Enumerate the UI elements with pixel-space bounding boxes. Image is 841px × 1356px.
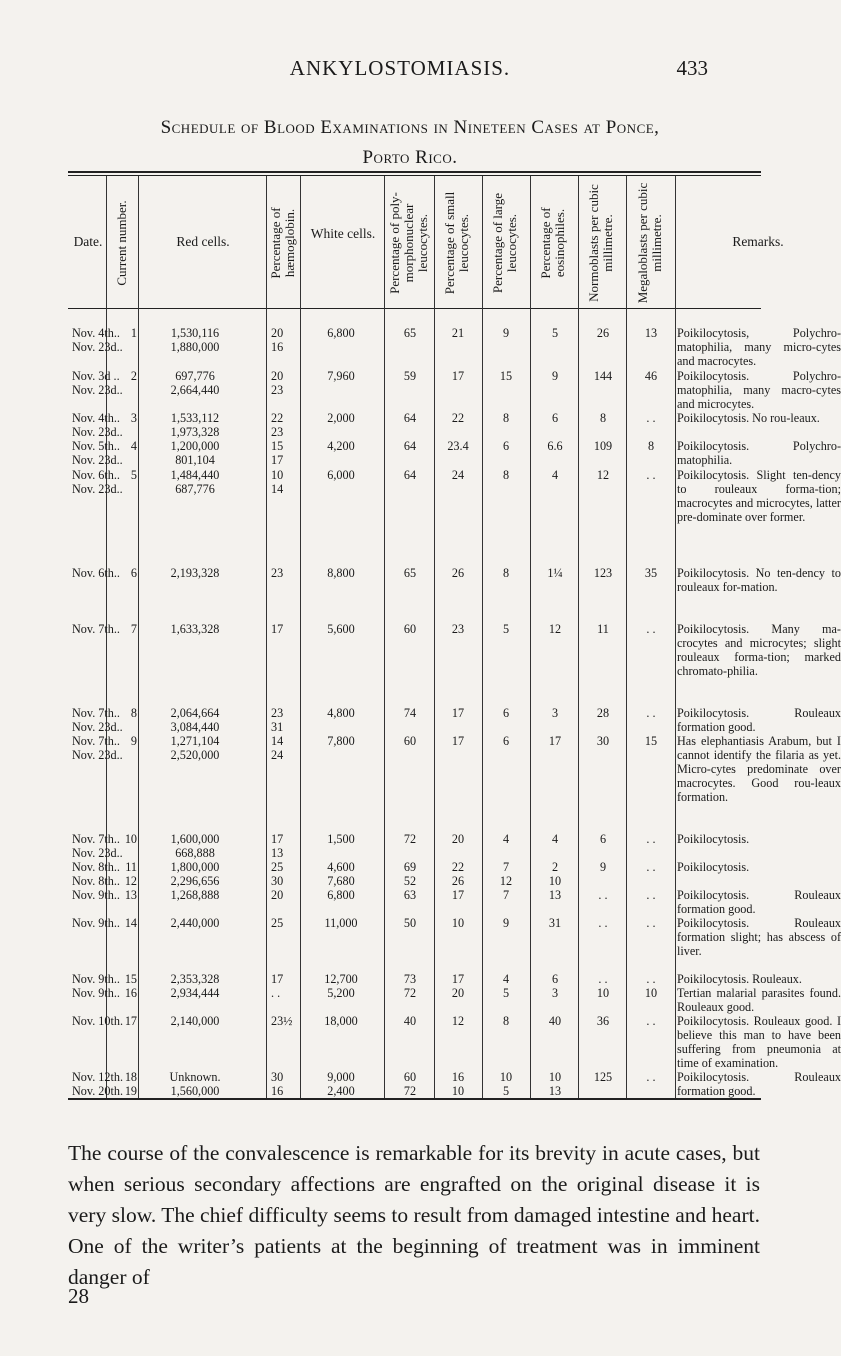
row-small-leucocytes: 26	[451, 874, 465, 888]
row-normoblasts: 10	[596, 986, 610, 1000]
header-red-cells: Red cells.	[176, 234, 230, 249]
row-megaloblasts: 8	[647, 439, 655, 453]
row-red-cells: 1,880,000	[170, 340, 220, 354]
row-haemoglobin: 23	[271, 706, 284, 720]
row-large-leucocytes: 8	[502, 1014, 510, 1028]
row-polymorphonuclear: 72	[403, 986, 417, 1000]
row-white-cells: 1,500	[327, 832, 355, 846]
row-white-cells: 11,000	[324, 916, 358, 930]
row-date: Nov. 23d..	[72, 482, 123, 496]
row-haemoglobin: 17	[271, 832, 284, 846]
row-normoblasts: 144	[593, 369, 613, 383]
table-top-rule	[68, 171, 761, 173]
remark-text: Poikilocytosis. Rouleaux formation good.	[677, 888, 841, 916]
row-red-cells: 2,520,000	[170, 748, 220, 762]
row-small-leucocytes: 10	[451, 916, 465, 930]
row-date: Nov. 4th..	[72, 411, 120, 425]
row-haemoglobin: 23	[271, 425, 284, 439]
remark-text: Poikilocytosis. No rou-leaux.	[677, 411, 820, 425]
row-large-leucocytes: 6	[502, 439, 510, 453]
row-date: Nov. 6th..	[72, 468, 120, 482]
row-eosinophiles: 3	[551, 706, 559, 720]
row-normoblasts: 11	[597, 622, 609, 636]
row-small-leucocytes: 26	[451, 566, 465, 580]
row-small-leucocytes: 17	[451, 888, 465, 902]
row-large-leucocytes: 9	[502, 326, 510, 340]
row-megaloblasts: 10	[644, 986, 658, 1000]
body-paragraph: The course of the convalescence is remarkable for its brevity in acute cases, but when serious secondary affections are engrafted on the original disease it is very slow. The chief difficulty seems to result from damaged intestine and heart. One of the writer’s patients at the beginning of treatment was in imminent danger of	[68, 1141, 760, 1289]
row-current-number: 9	[130, 734, 137, 748]
row-polymorphonuclear: 74	[403, 706, 417, 720]
header-eosinophiles: Percentage of eosinophiles.	[538, 207, 567, 279]
row-date: Nov. 9th..	[72, 986, 120, 1000]
row-normoblasts: 8	[599, 411, 607, 425]
column-divider	[138, 176, 139, 1098]
row-haemoglobin: 30	[271, 874, 284, 888]
column-divider	[482, 176, 483, 1098]
row-haemoglobin: 17	[271, 972, 284, 986]
row-current-number: 1	[130, 326, 137, 340]
row-megaloblasts: . .	[646, 1014, 656, 1028]
header-normoblasts: Normoblasts per cubic millimetre.	[586, 184, 615, 302]
row-white-cells: 7,800	[327, 734, 355, 748]
row-normoblasts: 9	[599, 860, 607, 874]
row-normoblasts: 36	[596, 1014, 610, 1028]
column-divider	[675, 176, 676, 1098]
header-haemoglobin: Percentage of hæmoglobin.	[268, 207, 297, 279]
row-large-leucocytes: 7	[502, 860, 510, 874]
row-red-cells: 1,800,000	[170, 860, 220, 874]
row-red-cells: Unknown.	[169, 1070, 221, 1084]
row-large-leucocytes: 9	[502, 916, 510, 930]
row-eosinophiles: 3	[551, 986, 559, 1000]
row-normoblasts: . .	[598, 916, 608, 930]
row-large-leucocytes: 5	[502, 1084, 510, 1098]
row-large-leucocytes: 6	[502, 734, 510, 748]
row-eosinophiles: 1¼	[547, 566, 563, 580]
header-current-number: Current number.	[114, 200, 129, 286]
row-normoblasts: 12	[596, 468, 610, 482]
remark-text: Poikilocytosis. Many ma-crocytes and microcytes; slight rouleaux forma-tion; marked chromato-philia.	[677, 622, 841, 678]
row-date: Nov. 7th..	[72, 832, 120, 846]
row-megaloblasts: . .	[646, 888, 656, 902]
row-red-cells: 1,484,440	[170, 468, 220, 482]
row-red-cells: 2,296,656	[170, 874, 220, 888]
header-polymorphonuclear: Percentage of poly-morphonuclear leucocytes.	[387, 192, 430, 294]
row-current-number: 15	[124, 972, 137, 986]
row-white-cells: 7,960	[327, 369, 355, 383]
row-large-leucocytes: 5	[502, 986, 510, 1000]
row-small-leucocytes: 16	[451, 1070, 465, 1084]
remark-text: Poikilocytosis. Rouleaux formation good.	[677, 1070, 841, 1098]
row-current-number: 10	[124, 832, 137, 846]
row-white-cells: 7,680	[327, 874, 355, 888]
row-date: Nov. 4th..	[72, 326, 120, 340]
row-normoblasts: . .	[598, 888, 608, 902]
row-haemoglobin: 20	[271, 888, 284, 902]
row-small-leucocytes: 24	[451, 468, 465, 482]
row-white-cells: 18,000	[324, 1014, 358, 1028]
row-date: Nov. 23d..	[72, 453, 123, 467]
row-haemoglobin: 14	[271, 482, 284, 496]
remark-text: Poikilocytosis. Rouleaux good. I believe this man to have been suffering from pneumonia at time of examination.	[677, 1014, 841, 1070]
row-haemoglobin: 24	[271, 748, 284, 762]
row-current-number: 17	[124, 1014, 137, 1028]
remark-text: Poikilocytosis. Rouleaux formation good.	[677, 706, 841, 734]
row-small-leucocytes: 17	[451, 369, 465, 383]
table-heading	[60, 113, 760, 173]
row-eosinophiles: 12	[548, 622, 562, 636]
remark-text: Poikilocytosis.	[677, 832, 750, 846]
row-red-cells: 2,440,000	[170, 916, 220, 930]
row-polymorphonuclear: 72	[403, 832, 417, 846]
row-polymorphonuclear: 60	[403, 1070, 417, 1084]
row-current-number: 6	[130, 566, 137, 580]
row-polymorphonuclear: 59	[403, 369, 417, 383]
row-small-leucocytes: 17	[451, 706, 465, 720]
row-haemoglobin: 23½	[271, 1014, 293, 1028]
row-eosinophiles: 13	[548, 888, 562, 902]
row-large-leucocytes: 15	[499, 369, 513, 383]
row-normoblasts: . .	[598, 972, 608, 986]
row-haemoglobin: 13	[271, 846, 284, 860]
remark-text: Tertian malarial parasites found. Rouleaux good.	[677, 986, 841, 1014]
row-polymorphonuclear: 63	[403, 888, 417, 902]
row-haemoglobin: . .	[271, 986, 281, 1000]
row-white-cells: 8,800	[327, 566, 355, 580]
row-megaloblasts: . .	[646, 411, 656, 425]
remark-text: Poikilocytosis. No ten-dency to rouleaux for-mation.	[677, 566, 841, 594]
row-large-leucocytes: 8	[502, 566, 510, 580]
row-eosinophiles: 5	[551, 326, 559, 340]
row-white-cells: 6,800	[327, 888, 355, 902]
row-polymorphonuclear: 69	[403, 860, 417, 874]
row-haemoglobin: 23	[271, 383, 284, 397]
row-current-number: 16	[124, 986, 137, 1000]
row-current-number: 11	[125, 860, 137, 874]
row-small-leucocytes: 23.4	[447, 439, 469, 453]
row-white-cells: 4,800	[327, 706, 355, 720]
column-divider	[266, 176, 267, 1098]
row-current-number: 4	[130, 439, 137, 453]
row-haemoglobin: 10	[271, 468, 284, 482]
row-date: Nov. 7th..	[72, 734, 120, 748]
row-white-cells: 4,200	[327, 439, 355, 453]
row-eosinophiles: 2	[551, 860, 559, 874]
row-red-cells: 1,600,000	[170, 832, 220, 846]
row-large-leucocytes: 4	[502, 832, 510, 846]
row-red-cells: 801,104	[175, 453, 215, 467]
row-white-cells: 2,000	[327, 411, 355, 425]
row-date: Nov. 10th.	[72, 1014, 124, 1028]
row-normoblasts: 26	[596, 326, 610, 340]
row-megaloblasts: . .	[646, 1070, 656, 1084]
column-divider	[626, 176, 627, 1098]
row-white-cells: 2,400	[327, 1084, 355, 1098]
row-eosinophiles: 40	[548, 1014, 562, 1028]
row-haemoglobin: 16	[271, 340, 284, 354]
row-date: Nov. 5th..	[72, 439, 120, 453]
row-polymorphonuclear: 60	[403, 734, 417, 748]
row-red-cells: 2,934,444	[170, 986, 220, 1000]
row-white-cells: 12,700	[324, 972, 358, 986]
row-haemoglobin: 14	[271, 734, 284, 748]
row-red-cells: 668,888	[175, 846, 215, 860]
row-megaloblasts: 46	[644, 369, 658, 383]
row-date: Nov. 3d ..	[72, 369, 120, 383]
row-red-cells: 2,664,440	[170, 383, 220, 397]
column-divider	[434, 176, 435, 1098]
row-current-number: 18	[124, 1070, 137, 1084]
row-megaloblasts: 13	[644, 326, 658, 340]
row-normoblasts: 109	[593, 439, 613, 453]
row-eosinophiles: 10	[548, 1070, 562, 1084]
column-divider	[384, 176, 385, 1098]
row-polymorphonuclear: 73	[403, 972, 417, 986]
remark-text: Poikilocytosis. Polychro-matophilia.	[677, 439, 841, 467]
row-red-cells: 2,140,000	[170, 1014, 220, 1028]
header-large-leucocytes: Percentage of large leucocytes.	[490, 192, 519, 294]
row-haemoglobin: 16	[271, 1084, 284, 1098]
row-current-number: 5	[130, 468, 137, 482]
row-polymorphonuclear: 65	[403, 566, 417, 580]
row-date: Nov. 6th..	[72, 566, 120, 580]
column-divider	[530, 176, 531, 1098]
row-large-leucocytes: 8	[502, 468, 510, 482]
row-current-number: 12	[124, 874, 137, 888]
row-eosinophiles: 4	[551, 832, 559, 846]
row-red-cells: 2,193,328	[170, 566, 220, 580]
row-date: Nov. 23d..	[72, 340, 123, 354]
row-megaloblasts: . .	[646, 860, 656, 874]
running-title: ANKYLOSTOMIASIS.	[289, 56, 511, 80]
row-eosinophiles: 9	[551, 369, 559, 383]
row-megaloblasts: . .	[646, 916, 656, 930]
row-small-leucocytes: 10	[451, 1084, 465, 1098]
row-polymorphonuclear: 40	[403, 1014, 417, 1028]
row-polymorphonuclear: 64	[403, 411, 417, 425]
row-normoblasts: 123	[593, 566, 613, 580]
row-eosinophiles: 31	[548, 916, 562, 930]
row-date: Nov. 7th..	[72, 622, 120, 636]
header-remarks: Remarks.	[732, 234, 784, 249]
remark-text: Poikilocytosis.	[677, 860, 750, 874]
row-normoblasts: 30	[596, 734, 610, 748]
row-white-cells: 4,600	[327, 860, 355, 874]
row-polymorphonuclear: 52	[403, 874, 417, 888]
row-eosinophiles: 6	[551, 972, 559, 986]
row-white-cells: 5,200	[327, 986, 355, 1000]
column-divider	[300, 176, 301, 1098]
table-header-rule	[68, 308, 761, 309]
row-white-cells: 6,000	[327, 468, 355, 482]
row-eosinophiles: 17	[548, 734, 562, 748]
row-large-leucocytes: 7	[502, 888, 510, 902]
row-haemoglobin: 17	[271, 453, 284, 467]
row-large-leucocytes: 6	[502, 706, 510, 720]
header-small-leucocytes: Percentage of small leucocytes.	[442, 191, 471, 295]
row-haemoglobin: 20	[271, 369, 284, 383]
remark-text: Poikilocytosis. Slight ten-dency to rouleaux forma-tion; macrocytes and microcytes, latter pre-dominate over former.	[677, 468, 841, 524]
row-normoblasts: 28	[596, 706, 610, 720]
table-top-rule-inner	[68, 175, 761, 176]
running-head	[0, 56, 800, 86]
row-small-leucocytes: 17	[451, 734, 465, 748]
row-polymorphonuclear: 65	[403, 326, 417, 340]
row-megaloblasts: . .	[646, 972, 656, 986]
row-normoblasts: 125	[593, 1070, 613, 1084]
row-polymorphonuclear: 64	[403, 439, 417, 453]
remark-text: Poikilocytosis, Polychro-matophilia, many micro-cytes and macrocytes.	[677, 326, 841, 368]
row-large-leucocytes: 8	[502, 411, 510, 425]
row-small-leucocytes: 21	[451, 326, 465, 340]
row-megaloblasts: . .	[646, 832, 656, 846]
row-white-cells: 5,600	[327, 622, 355, 636]
row-small-leucocytes: 22	[451, 860, 465, 874]
row-red-cells: 3,084,440	[170, 720, 220, 734]
table-heading-line-1: Schedule of Blood Examinations in Nineteen Cases at Ponce,	[160, 117, 660, 138]
row-current-number: 8	[130, 706, 137, 720]
row-polymorphonuclear: 50	[403, 916, 417, 930]
row-haemoglobin: 20	[271, 326, 284, 340]
row-date: Nov. 7th..	[72, 706, 120, 720]
row-date: Nov. 12th.	[72, 1070, 124, 1084]
row-haemoglobin: 31	[271, 720, 284, 734]
row-eosinophiles: 10	[548, 874, 562, 888]
row-normoblasts: 6	[599, 832, 607, 846]
header-date: Date.	[73, 234, 103, 249]
table-heading-line-2: Porto Rico.	[362, 147, 458, 168]
row-haemoglobin: 15	[271, 439, 284, 453]
row-date: Nov. 9th..	[72, 888, 120, 902]
row-megaloblasts: . .	[646, 468, 656, 482]
row-large-leucocytes: 4	[502, 972, 510, 986]
row-small-leucocytes: 12	[451, 1014, 465, 1028]
row-haemoglobin: 25	[271, 860, 284, 874]
row-haemoglobin: 23	[271, 566, 284, 580]
row-haemoglobin: 25	[271, 916, 284, 930]
row-small-leucocytes: 20	[451, 986, 465, 1000]
row-date: Nov. 8th..	[72, 860, 120, 874]
row-current-number: 3	[130, 411, 137, 425]
row-date: Nov. 23d..	[72, 748, 123, 762]
row-small-leucocytes: 20	[451, 832, 465, 846]
row-haemoglobin: 30	[271, 1070, 284, 1084]
row-red-cells: 1,200,000	[170, 439, 220, 453]
remark-text: Poikilocytosis. Rouleaux.	[677, 972, 802, 986]
table-bottom-rule	[68, 1098, 761, 1100]
row-current-number: 7	[130, 622, 137, 636]
row-date: Nov. 23d..	[72, 720, 123, 734]
row-date: Nov. 23d..	[72, 425, 123, 439]
remark-text: Poikilocytosis. Polychro-matophilia, many macro-cytes and microcytes.	[677, 369, 841, 411]
row-date: Nov. 9th..	[72, 972, 120, 986]
row-eosinophiles: 13	[548, 1084, 562, 1098]
header-white-cells: White cells.	[310, 226, 376, 241]
row-red-cells: 697,776	[175, 369, 215, 383]
row-eosinophiles: 6	[551, 411, 559, 425]
row-haemoglobin: 22	[271, 411, 284, 425]
remark-text: Poikilocytosis. Rouleaux formation slight; has abscess of liver.	[677, 916, 841, 958]
page-number: 433	[676, 56, 708, 80]
row-polymorphonuclear: 60	[403, 622, 417, 636]
column-divider	[578, 176, 579, 1098]
row-eosinophiles: 4	[551, 468, 559, 482]
row-red-cells: 1,973,328	[170, 425, 220, 439]
row-small-leucocytes: 22	[451, 411, 465, 425]
header-megaloblasts: Megaloblasts per cubic millimetre.	[635, 182, 664, 304]
row-red-cells: 1,530,116	[170, 326, 220, 340]
row-large-leucocytes: 5	[502, 622, 510, 636]
row-current-number: 19	[124, 1084, 137, 1098]
row-current-number: 14	[124, 916, 137, 930]
row-megaloblasts: 35	[644, 566, 658, 580]
row-small-leucocytes: 17	[451, 972, 465, 986]
row-red-cells: 1,560,000	[170, 1084, 220, 1098]
column-divider	[106, 176, 107, 1098]
row-red-cells: 1,268,888	[170, 888, 220, 902]
row-white-cells: 6,800	[327, 326, 355, 340]
row-small-leucocytes: 23	[451, 622, 465, 636]
row-large-leucocytes: 10	[499, 1070, 513, 1084]
row-red-cells: 1,271,104	[170, 734, 220, 748]
row-date: Nov. 20th.	[72, 1084, 124, 1098]
row-date: Nov. 23d..	[72, 846, 123, 860]
row-eosinophiles: 6.6	[547, 439, 563, 453]
row-date: Nov. 8th..	[72, 874, 120, 888]
folio-number: 28	[68, 1284, 89, 1308]
row-red-cells: 1,633,328	[170, 622, 220, 636]
row-large-leucocytes: 12	[499, 874, 513, 888]
row-red-cells: 2,353,328	[170, 972, 220, 986]
row-white-cells: 9,000	[327, 1070, 355, 1084]
row-red-cells: 2,064,664	[170, 706, 220, 720]
row-date: Nov. 23d..	[72, 383, 123, 397]
row-red-cells: 1,533,112	[170, 411, 220, 425]
row-current-number: 2	[130, 369, 137, 383]
row-polymorphonuclear: 72	[403, 1084, 417, 1098]
row-haemoglobin: 17	[271, 622, 284, 636]
row-polymorphonuclear: 64	[403, 468, 417, 482]
row-megaloblasts: . .	[646, 706, 656, 720]
row-date: Nov. 9th..	[72, 916, 120, 930]
row-megaloblasts: . .	[646, 622, 656, 636]
row-red-cells: 687,776	[175, 482, 215, 496]
row-megaloblasts: 15	[644, 734, 658, 748]
remark-text: Has elephantiasis Arabum, but I cannot identify the filaria as yet. Micro-cytes predominate over macrocytes. Good rou-leaux formation.	[677, 734, 841, 804]
row-current-number: 13	[124, 888, 137, 902]
